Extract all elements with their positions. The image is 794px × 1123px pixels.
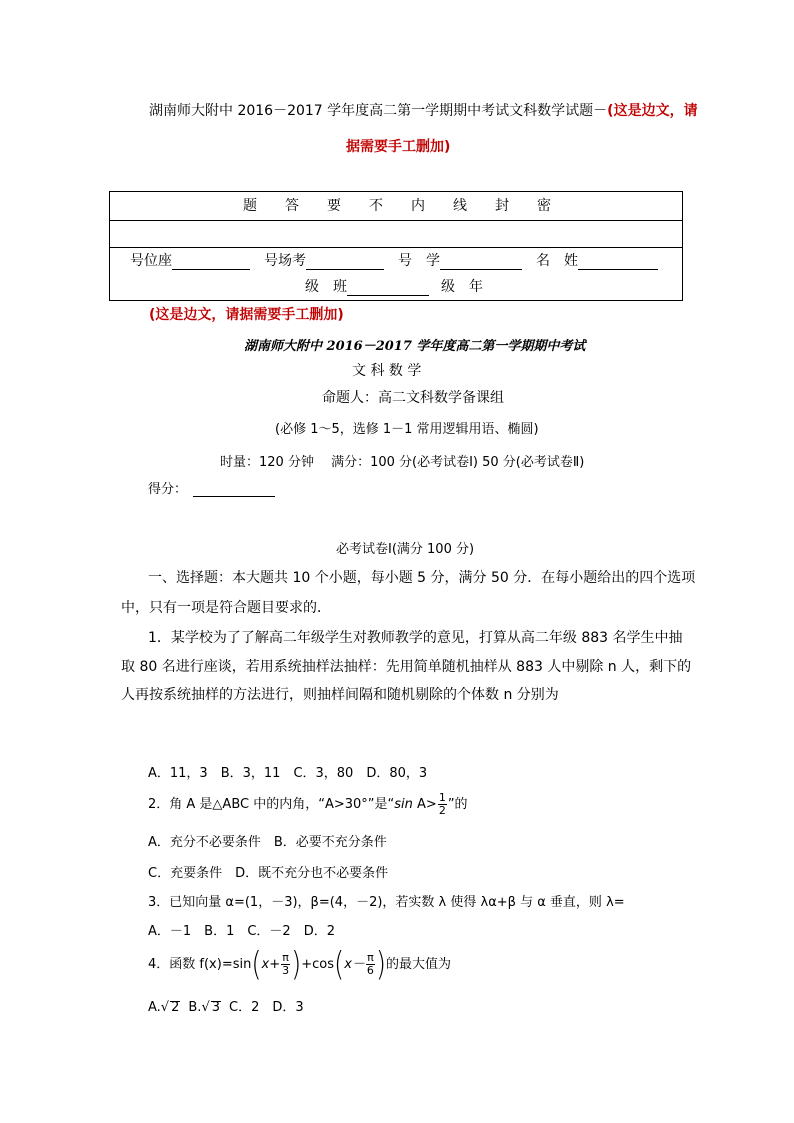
sqrt-value: 2 (171, 1000, 180, 1015)
document-title-text: 湖南师大附中 2016－2017 学年度高二第一学期期中考试文科数学试题－ (149, 103, 608, 119)
fraction-one-half (438, 792, 447, 817)
document-title-note-cont: 据需要手工删加) (346, 139, 451, 155)
left-paren: ( (334, 945, 345, 984)
question-3-stem: 3．已知向量 α=(1，－3)，β=(4，－2)，若实数 λ 使得 λα+β 与 α 垂直，则 λ= (148, 895, 625, 910)
grade-label: 级 年 (441, 279, 483, 295)
seal-class-row (305, 276, 483, 296)
seat-number-label: 号位座 (130, 253, 172, 269)
seal-info-row (130, 250, 658, 270)
question-2-text: 2．角 A 是△ABC 中的内角，“A>30°”是“ (148, 797, 395, 812)
section-title: 必考试卷Ⅰ(满分 100 分) (336, 542, 475, 557)
question-1-line: 人再按系统抽样的方法进行，则抽样间隔和随机剔除的个体数 n 分别为 (121, 687, 559, 703)
option-label: B. (188, 1000, 202, 1015)
fraction-numerator: 1 (438, 791, 446, 804)
question-4-term: x+ (261, 957, 281, 972)
score-field (148, 478, 275, 497)
question-2-text: ”的 (447, 797, 468, 812)
score-label: 得分： (148, 482, 188, 497)
fraction-numerator: π (282, 951, 289, 964)
exam-room-blank (306, 255, 384, 270)
fraction-pi-over-6 (366, 952, 375, 977)
document-title-note: (这是边文，请 (607, 103, 698, 119)
seal-divider (110, 220, 682, 221)
fraction-denominator: 3 (282, 964, 290, 977)
sqrt-value: 3 (211, 1000, 221, 1015)
question-4-text: 的最大值为 (386, 957, 452, 972)
fraction-pi-over-3 (281, 952, 290, 977)
sqrt-symbol: √ (201, 1000, 210, 1015)
seal-divider (110, 247, 682, 248)
exam-room-label: 号场考 (264, 253, 306, 269)
question-2-text: A> (412, 797, 437, 812)
fraction-denominator: 2 (438, 804, 446, 817)
document-title (149, 100, 698, 120)
score-blank (193, 482, 275, 497)
option-label: A. (148, 1000, 161, 1015)
exam-scope: (必修 1～5，选修 1－1 常用逻辑用语、椭圆) (275, 422, 539, 437)
question-4-options (148, 996, 304, 1015)
side-note: (这是边文，请据需要手工删加) (149, 307, 344, 323)
fraction-numerator: π (367, 951, 374, 964)
question-4-term: x－ (344, 957, 365, 972)
fraction-denominator: 6 (366, 964, 374, 977)
question-4-stem (148, 945, 452, 984)
student-id-blank (440, 255, 522, 270)
left-paren: ( (251, 945, 262, 984)
question-2-options: C．充要条件 D．既不充分也不必要条件 (148, 866, 389, 881)
seat-number-blank (172, 255, 250, 270)
sin-function: sin (394, 797, 413, 812)
question-3-options: A．－1 B．1 C．－2 D．2 (148, 924, 335, 939)
name-label: 名 姓 (536, 253, 578, 269)
question-1-options: A．11，3 B．3，11 C．3，80 D．80，3 (148, 766, 428, 781)
right-paren: ) (291, 945, 302, 984)
right-paren: ) (375, 945, 387, 984)
section-intro: 一、选择题：本大题共 10 个小题，每小题 5 分，满分 50 分．在每小题给出的四个选项 (148, 570, 696, 586)
option-label: C．2 D．3 (229, 1000, 304, 1015)
question-4-text: 4．函数 f(x)=sin (148, 957, 252, 972)
exam-subject: 文 科 数 学 (352, 363, 422, 379)
question-2-options: A．充分不必要条件 B．必要不充分条件 (148, 835, 387, 850)
question-1-line: 取 80 名进行座谈，若用系统抽样法抽样：先用简单随机抽样从 883 人中剔除 n 人，剩下的 (121, 659, 692, 675)
student-id-label: 号 学 (398, 253, 440, 269)
class-label: 级 班 (305, 279, 347, 295)
exam-time-info: 时量：120 分钟 满分：100 分(必考试卷Ⅰ) 50 分(必考试卷Ⅱ) (220, 455, 585, 470)
seal-line-box (109, 191, 683, 301)
question-1-line: 1．某学校为了了解高二年级学生对教师教学的意见，打算从高二年级 883 名学生中抽 (148, 630, 683, 646)
question-2-stem (148, 792, 468, 818)
seal-warning-row: 题 答 要 不 内 线 封 密 (243, 198, 551, 214)
exam-author: 命题人：高二文科数学备课组 (322, 390, 504, 406)
name-blank (578, 255, 658, 270)
class-blank (347, 281, 429, 296)
exam-school-title: 湖南师大附中 2016－2017 学年度高二第一学期期中考试 (244, 339, 586, 354)
question-4-text: +cos (301, 957, 335, 972)
section-intro-cont: 中，只有一项是符合题目要求的． (121, 600, 331, 616)
sqrt-symbol: √ (160, 1000, 170, 1015)
